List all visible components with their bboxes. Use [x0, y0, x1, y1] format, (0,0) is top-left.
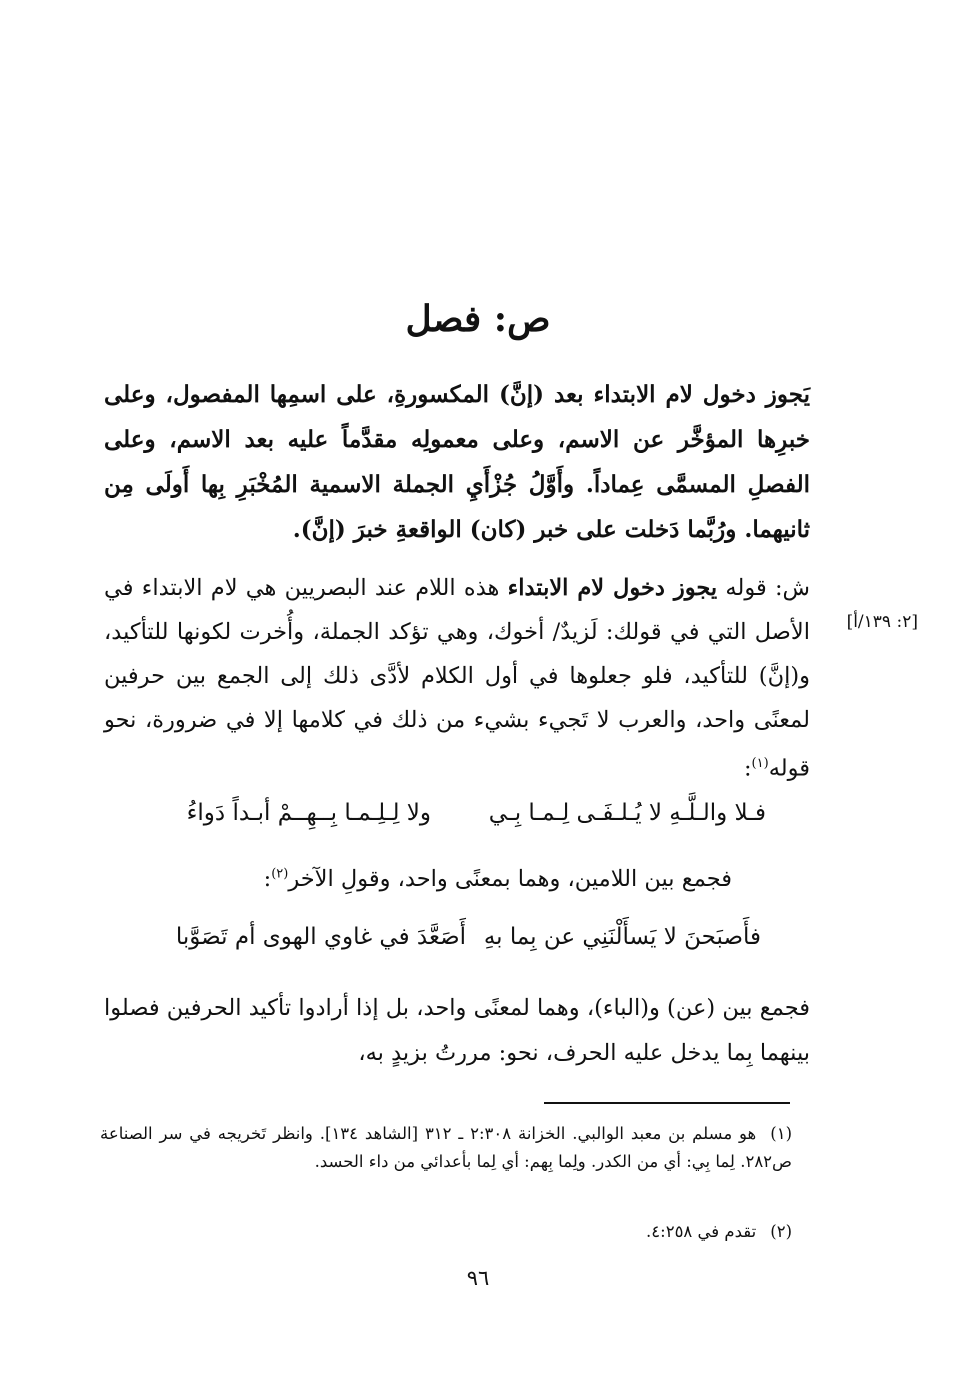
footnote-1 [100, 1120, 792, 1176]
sharh-lead: ش: قوله [717, 575, 811, 601]
sharh-end: : [743, 755, 752, 782]
sharh-text: هذه اللام عند البصريين هي لام الابتداء في الأصل التي في قولك: لَزيدٌ/ أخوك، وهي تؤكد الجملة، وأُخرت لكونها للتأكيد، و(إنَّ) للتأكيد، فلو جعلوها في أول الكلام لأدَّى ذلك إلى الجمع بين حرفين لمعنًى واحد، والعرب لا تَجيء بشيء من ذلك في كلامها إلا في ضرورة، نحو قوله [104, 575, 810, 782]
footnote-separator [544, 1102, 790, 1104]
footnote-mark-1: (١) [751, 756, 769, 771]
marginal-manuscript-reference: [٢: ١٣٩/أ] [846, 612, 918, 632]
second-paragraph: فجمع بين (عن) و(الباء)، وهما لمعنًى واحد، بل إذا أرادوا تأكيد الحرفين فصلوا بينهما بِما يدخل عليه الحرف، نحو: مررتُ بزيدٍ به، [104, 995, 810, 1066]
footnote-2 [100, 1218, 792, 1246]
verse1-second-hemistich: ولا لِـلِـمـا بِــهِــمْ أبـداً دَواءُ [186, 800, 431, 826]
line-after-verse1-end: : [263, 866, 272, 892]
sharh-bold-quote: يجوز دخول لام الابتداء [507, 575, 718, 601]
line-after-verse1-text: فجمع بين اللامين، وهما بمعنًى واحد، وقولِ الآخر [288, 866, 732, 892]
footnote-1-number: (١) [770, 1124, 793, 1143]
matn-paragraph: يَجوز دخول لام الابتداء بعد (إنَّ) المكسورةِ، على اسمِها المفصول، وعلى خبرِها المؤخَّر عن الاسم، وعلى معمولِه مقدَّماً عليه بعد الاسم، وعلى الفصلِ المسمَّى عِماداً. وأَوَّلُ جُزْأَيِ الجملة الاسمية المُخْبَرِ بِها أَولَى مِن ثانيهما. ورُبَّما دَخلت على خبر (كان) الواقعةِ خبرَ (إنَّ). [104, 381, 810, 543]
footnote-2-number: (٢) [770, 1222, 792, 1241]
footnote-mark-2: (٢) [271, 866, 289, 882]
verse2-first-hemistich: فأَصبَحنَ لا يَسأَلْنَنِي عن بِما بهِ [483, 924, 761, 950]
line-after-verse1 [264, 866, 732, 892]
verse2-second-hemistich: أَصَعَّدَ في غاوي الهوى أم تَصَوَّبا [175, 924, 466, 950]
footnote-2-text: تقدم في ٤:٢٥٨. [646, 1222, 757, 1241]
verse1-first-hemistich: فـلا والـلَّـهِ لا يُـلـفَـى لِـمـا بِـي [488, 800, 766, 826]
footnote-1-text: هو مسلم بن معبد الوالبي. الخزانة ٢:٣٠٨ ـ ٣١٢ [الشاهد ١٣٤]. وانظر تَخريجه في سر الصناعة ص٢٨٢. لِما بِي: أي من الكدر. ولِما بِهم: أي لِما بأعدائي من داء الحسد. [100, 1124, 792, 1171]
section-heading: ص: فصل [405, 298, 551, 340]
sharh-paragraph [104, 566, 810, 791]
page-number: ٩٦ [466, 1266, 490, 1290]
